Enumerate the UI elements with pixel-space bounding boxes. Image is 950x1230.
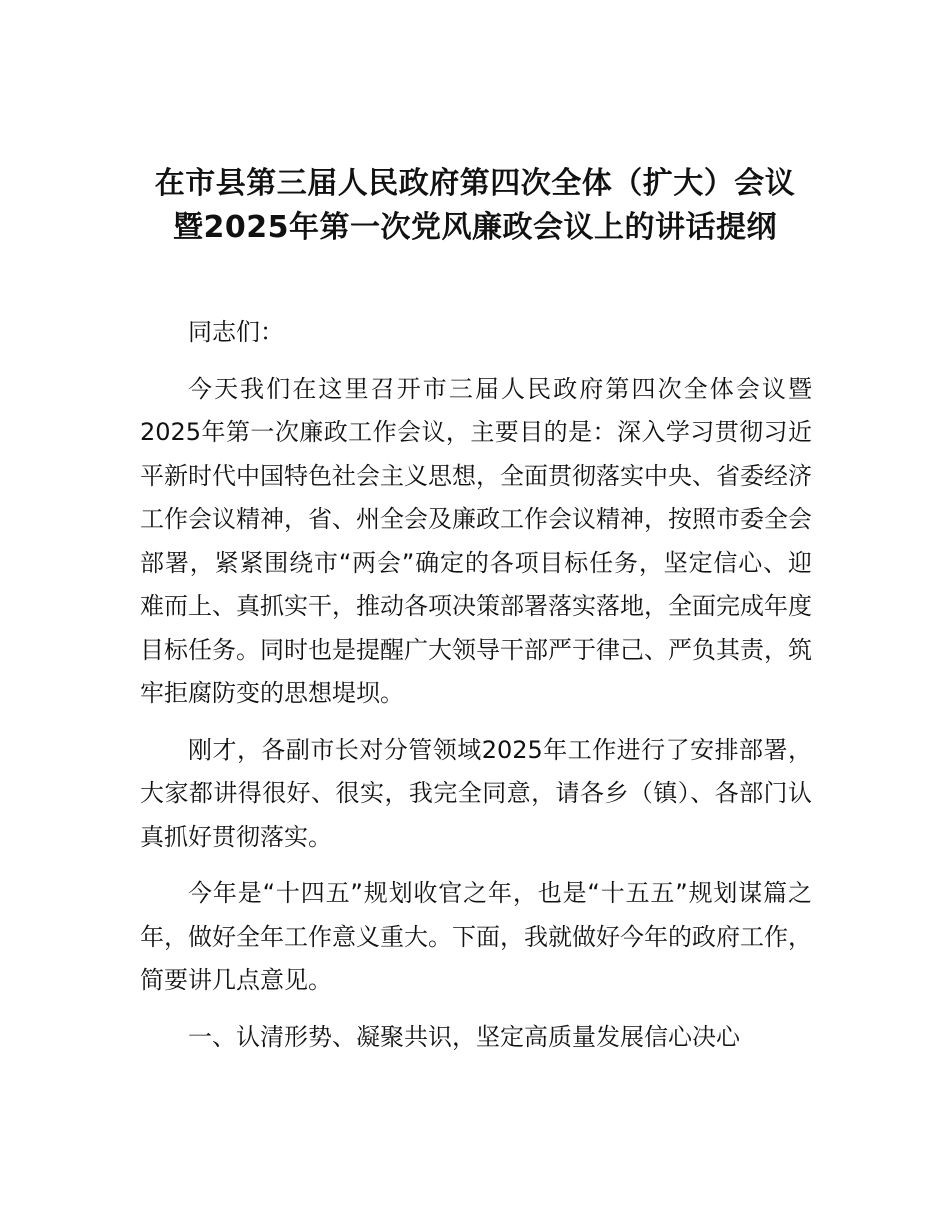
paragraph-opening: 今天我们在这里召开市三届人民政府第四次全体会议暨2025年第一次廉政工作会议，主要目的是：深入学习贯彻习近平新时代中国特色社会主义思想，全面贯彻落实中央、省委经济工作会议精神，省、州全会及廉政工作会议精神，按照市委全会部署，紧紧围绕市“两会”确定的各项目标任务，坚定信心、迎难而上、真抓实干，推动各项决策部署落实落地，全面完成年度目标任务。同时也是提醒广大领导干部严于律己、严负其责，筑牢拒腐防变的思想堤坝。: [140, 374, 812, 707]
document-title: 在市县第三届人民政府第四次全体（扩大）会议暨2025年第一次党风廉政会议上的讲话提纲: [154, 166, 796, 245]
salutation: 同志们：: [188, 318, 284, 346]
paragraph-plan: 今年是“十四五”规划收官之年，也是“十五五”规划谋篇之年，做好全年工作意义重大。下面，我就做好今年的政府工作，简要讲几点意见。: [140, 879, 812, 994]
paragraph-deputies: 刚才，各副市长对分管领域2025年工作进行了安排部署，大家都讲得很好、很实，我完全同意，请各乡（镇）、各部门认真抓好贯彻落实。: [140, 735, 812, 851]
section-heading: 一、认清形势、凝聚共识，坚定高质量发展信心决心: [188, 1022, 740, 1051]
document-body: [140, 311, 812, 1059]
